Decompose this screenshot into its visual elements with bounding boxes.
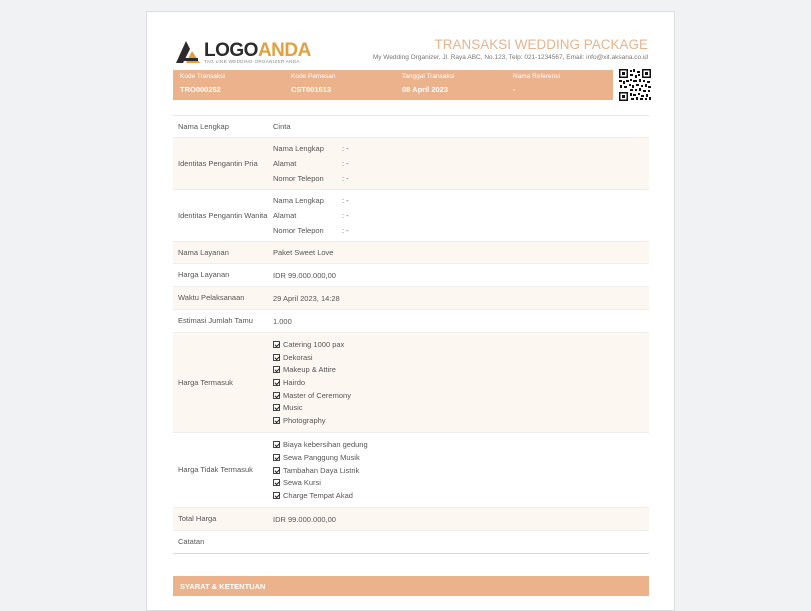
row-label: Nama Layanan [178,247,229,257]
row-label: Harga Termasuk [178,377,233,387]
checkbox-checked-icon [273,441,280,448]
row-value: 29 April 2023, 14:28 [273,293,340,303]
checklist-item: Sewa Panggung Musik [273,451,649,464]
checklist [273,433,649,507]
row-label: Harga Tidak Termasuk [178,465,253,474]
row-harga-tidak-termasuk [173,433,649,508]
row-pengantin-pria [173,138,649,190]
row-label: Catatan [178,537,205,546]
row-value [273,190,649,241]
sub-field: Nama Lengkap : - [273,196,349,205]
row-catatan [173,531,649,553]
band-label: Nama Referensi [513,73,560,80]
document-page [146,11,675,611]
company-address: My Wedding Organizer, Jl. Raya ABC, No.123, Telp: 021-1234567, Email: info@xit.aksana.co.id [372,54,648,61]
checklist-item: Sewa Kursi [273,476,649,489]
band-label: Kode Transaksi [180,73,225,80]
row-label: Identitas Pengantin Wanita [178,210,268,220]
checkbox-checked-icon [273,417,280,424]
row-harga-termasuk [173,333,649,433]
checkbox-checked-icon [273,492,280,499]
checklist-item: Hairdo [273,376,649,389]
checklist-item: Catering 1000 pax [273,338,649,351]
row-label: Nama Lengkap [178,121,229,131]
checkbox-checked-icon [273,379,280,386]
band-value: TRO000252 [180,85,221,94]
row-label: Total Harga [178,514,217,523]
row-value: 1.000 [273,316,292,326]
logo-mark-icon [174,39,202,65]
row-label: Waktu Pelaksanaan [178,293,245,302]
row-total-harga [173,508,649,531]
checklist-item: Charge Tempat Akad [273,489,649,502]
qr-code-icon [619,69,651,101]
row-nama-lengkap [173,116,649,138]
checkbox-checked-icon [273,341,280,348]
band-label: Kode Pemesan [291,73,336,80]
transaction-info-band [173,70,613,100]
row-value: Paket Sweet Love [273,248,334,257]
checkbox-checked-icon [273,467,280,474]
row-label: Identitas Pengantin Pria [178,158,258,168]
sub-field: Alamat : - [273,159,349,168]
row-nama-layanan [173,242,649,264]
row-value [273,531,649,553]
sub-field: Nomor Telepon : - [273,174,349,183]
row-label: Estimasi Jumlah Tamu [178,316,253,325]
company-logo [174,39,309,69]
checklist-item: Photography [273,414,649,427]
checklist-item: Tambahan Daya Listrik [273,464,649,477]
row-label: Harga Layanan [178,270,230,279]
document-title: TRANSAKSI WEDDING PACKAGE [434,37,648,52]
logo-tagline: TAG LINE WEDDING ORGANIZER ANDA [204,59,300,64]
detail-table [173,115,649,554]
sub-field: Alamat : - [273,211,349,220]
band-label: Tanggal Transaksi [402,73,455,80]
checklist-item: Biaya kebersihan gedung [273,438,649,451]
band-value: 08 April 2023 [402,85,448,94]
checkbox-checked-icon [273,354,280,361]
checklist-item: Dekorasi [273,351,649,364]
checklist [273,333,649,432]
row-value: IDR 99.000.000,00 [273,270,336,280]
checkbox-checked-icon [273,404,280,411]
logo-wordmark: LOGOANDA [204,40,311,61]
band-value: - [513,85,516,94]
row-value [273,138,649,189]
checklist-item: Makeup & Attire [273,363,649,376]
row-estimasi-tamu [173,310,649,333]
band-value: CST001613 [291,85,332,94]
syarat-ketentuan-header: SYARAT & KETENTUAN [173,576,649,596]
row-value: Cinta [273,122,291,131]
checkbox-checked-icon [273,454,280,461]
row-value: IDR 99.000.000,00 [273,514,336,524]
checkbox-checked-icon [273,392,280,399]
row-pengantin-wanita [173,190,649,242]
checklist-item: Music [273,402,649,415]
row-harga-layanan [173,264,649,287]
row-waktu-pelaksanaan [173,287,649,310]
sub-field: Nama Lengkap : - [273,144,349,153]
sub-field: Nomor Telepon : - [273,226,349,235]
checklist-item: Master of Ceremony [273,389,649,402]
checkbox-checked-icon [273,479,280,486]
checkbox-checked-icon [273,366,280,373]
